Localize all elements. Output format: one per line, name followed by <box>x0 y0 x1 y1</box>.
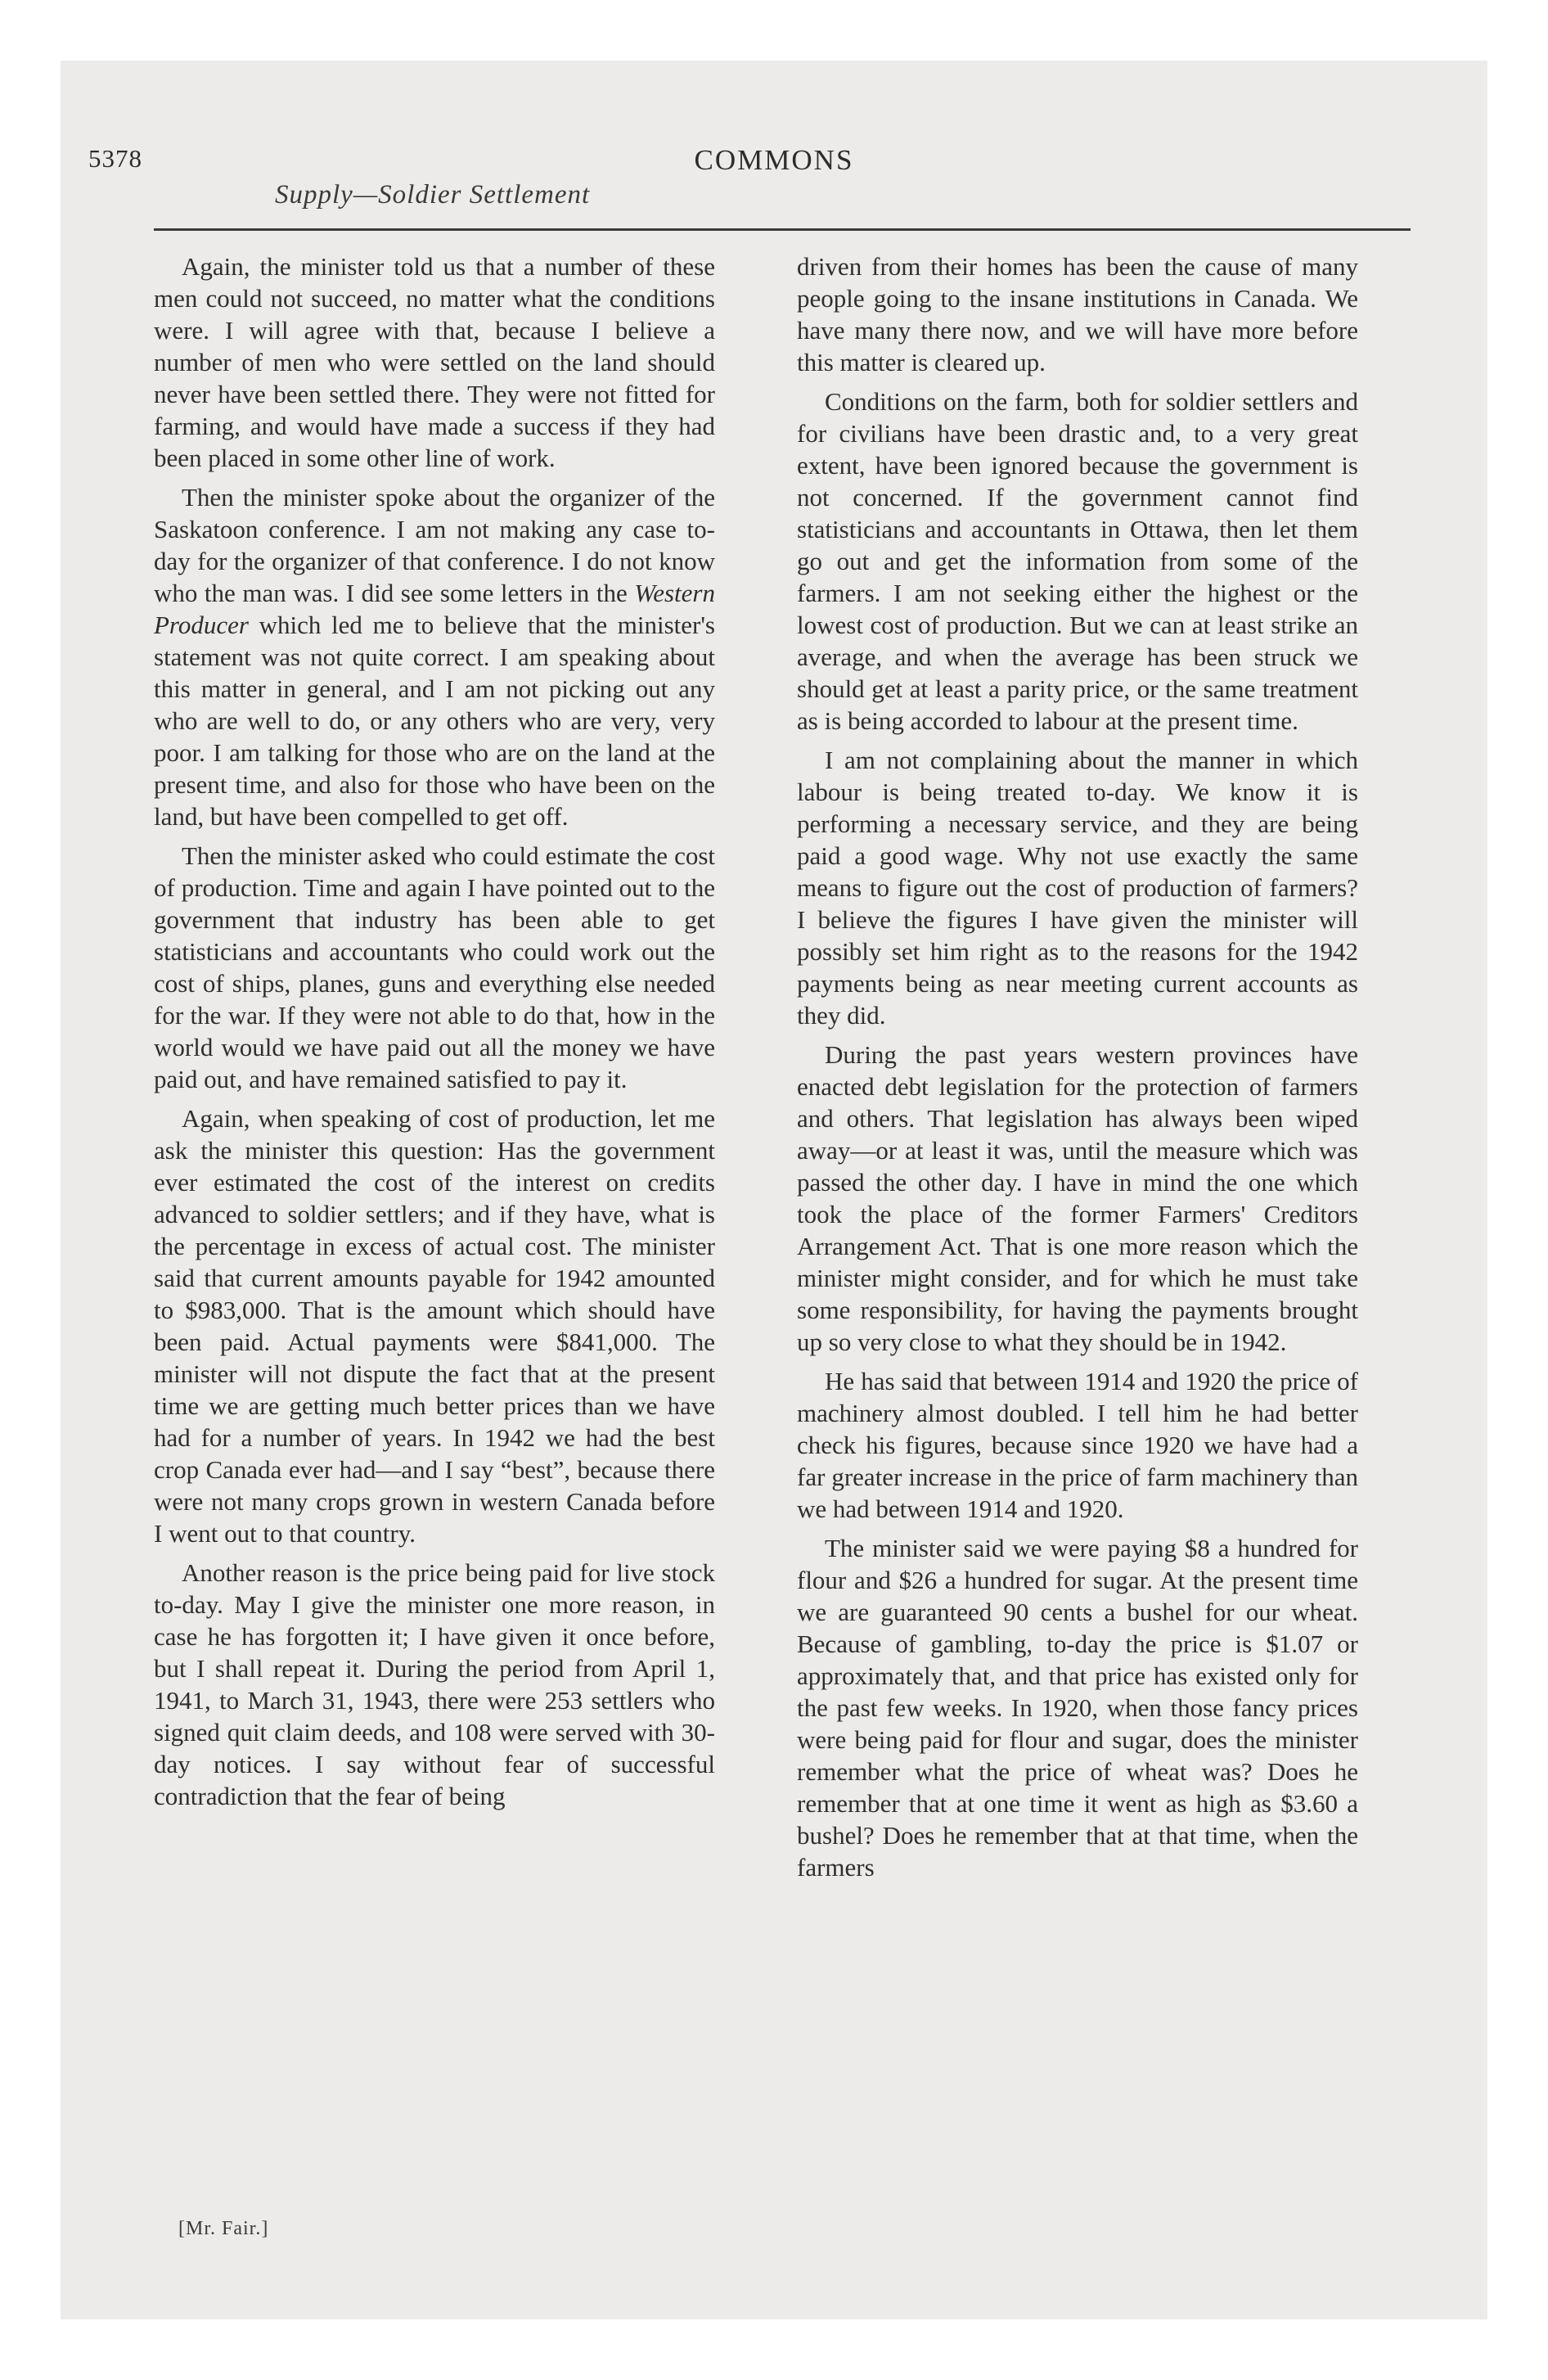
journal-title: COMMONS <box>694 144 854 176</box>
paragraph: I am not complaining about the manner in which labour is being treated to-day. We know it is performing a necessary service, and they are being paid a good wage. Why not use exactly the same means to figure out the cost of production of farmers? I believe the figures I have given the minister will possibly set him right as to the reasons for the 1942 payments being as near meeting current accounts as they did. <box>797 746 1358 1030</box>
newspaper-title: Western Producer <box>154 579 715 639</box>
paragraph-text: Then the minister spoke about the organizer of the Saskatoon conference. I am not making any case to-day for the organizer of that conference. I do not know who the man was. I did see some letters in the <box>154 483 715 607</box>
paragraph: Again, the minister told us that a number of these men could not succeed, no matter what the conditions were. I will agree with that, because I believe a number of men who were settled on the land should never have been settled there. They were not fitted for farming, and would have made a success if they had been placed in some other line of work. <box>154 252 715 472</box>
paragraph-text: which led me to believe that the minister's statement was not quite correct. I am speaking about this matter in general, and I am not picking out any who are well to do, or any others who are very, very poor. I am talking for those who are on the land at the present time, and also for those who have been on the land, but have been compelled to get off. <box>154 611 715 831</box>
paragraph: Again, when speaking of cost of production, let me ask the minister this question: Has the government ever estimated the cost of the interest on credits advanced to soldier settlers; and if they have, what is the percentage in excess of actual cost. The minister said that current amounts payable for 1942 amounted to $983,000. That is the amount which should have been paid. Actual payments were $841,000. The minister will not dispute the fact that at the present time we are getting much better prices than we have had for a number of years. In 1942 we had the best crop Canada ever had—and I say “best”, because there were not many crops grown in western Canada before I went out to that country. <box>154 1104 715 1548</box>
header-rule <box>154 228 1411 231</box>
paragraph: Another reason is the price being paid for live stock to-day. May I give the minister one more reason, in case he has forgotten it; I have given it once before, but I shall repeat it. During the period from April 1, 1941, to March 31, 1943, there were 253 settlers who signed quit claim deeds, and 108 were served with 30-day notices. I say without fear of successful contradiction that the fear of being <box>154 1558 715 1810</box>
paragraph: During the past years western provinces have enacted debt legislation for the protection of farmers and others. That legislation has always been wiped away—or at least it was, until the measure which was passed the other day. I have in mind the one which took the place of the former Farmers' Creditors Arrangement Act. That is one more reason which the minister might consider, and for which he must take some responsibility, for having the payments brought up so very close to what they should be in 1942. <box>797 1040 1358 1356</box>
paragraph: Then the minister asked who could estimate the cost of production. Time and again I have pointed out to the government that industry has been able to get statisticians and accountants who could work out the cost of ships, planes, guns and everything else needed for the war. If they were not able to do that, how in the world would we have paid out all the money we have paid out, and have remained satisfied to pay it. <box>154 841 715 1093</box>
paragraph-continued: driven from their homes has been the cause of many people going to the insane institutions in Canada. We have many there now, and we will have more before this matter is cleared up. <box>797 252 1358 376</box>
page-number: 5378 <box>88 144 142 173</box>
right-column <box>797 250 1358 1891</box>
section-title: Supply—Soldier Settlement <box>275 180 591 210</box>
paragraph: He has said that between 1914 and 1920 the price of machinery almost doubled. I tell him he had better check his figures, because since 1920 we have had a far greater increase in the price of farm machinery than we had between 1914 and 1920. <box>797 1367 1358 1523</box>
paragraph: Conditions on the farm, both for soldier settlers and for civilians have been drastic and, to a very great extent, have been ignored because the government is not concerned. If the government cannot find statisticians and accountants in Ottawa, then let them go out and get the information from some of the farmers. I am not seeking either the highest or the lowest cost of production. But we can at least strike an average, and when the average has been struck we should get at least a parity price, or the same treatment as is being accorded to labour at the present time. <box>797 387 1358 735</box>
paragraph: The minister said we were paying $8 a hundred for flour and $26 a hundred for sugar. At the present time we are guaranteed 90 cents a bushel for our wheat. Because of gambling, to-day the price is $1.07 or approximately that, and that price has existed only for the past few weeks. In 1920, when those fancy prices were being paid for flour and sugar, does the minister remember what the price of wheat was? Does he remember that at one time it went as high as $3.60 a bushel? Does he remember that at that time, when the farmers <box>797 1534 1358 1882</box>
speaker-footnote: [Mr. Fair.] <box>178 2218 269 2239</box>
paragraph <box>154 481 715 832</box>
left-column <box>154 250 715 1819</box>
